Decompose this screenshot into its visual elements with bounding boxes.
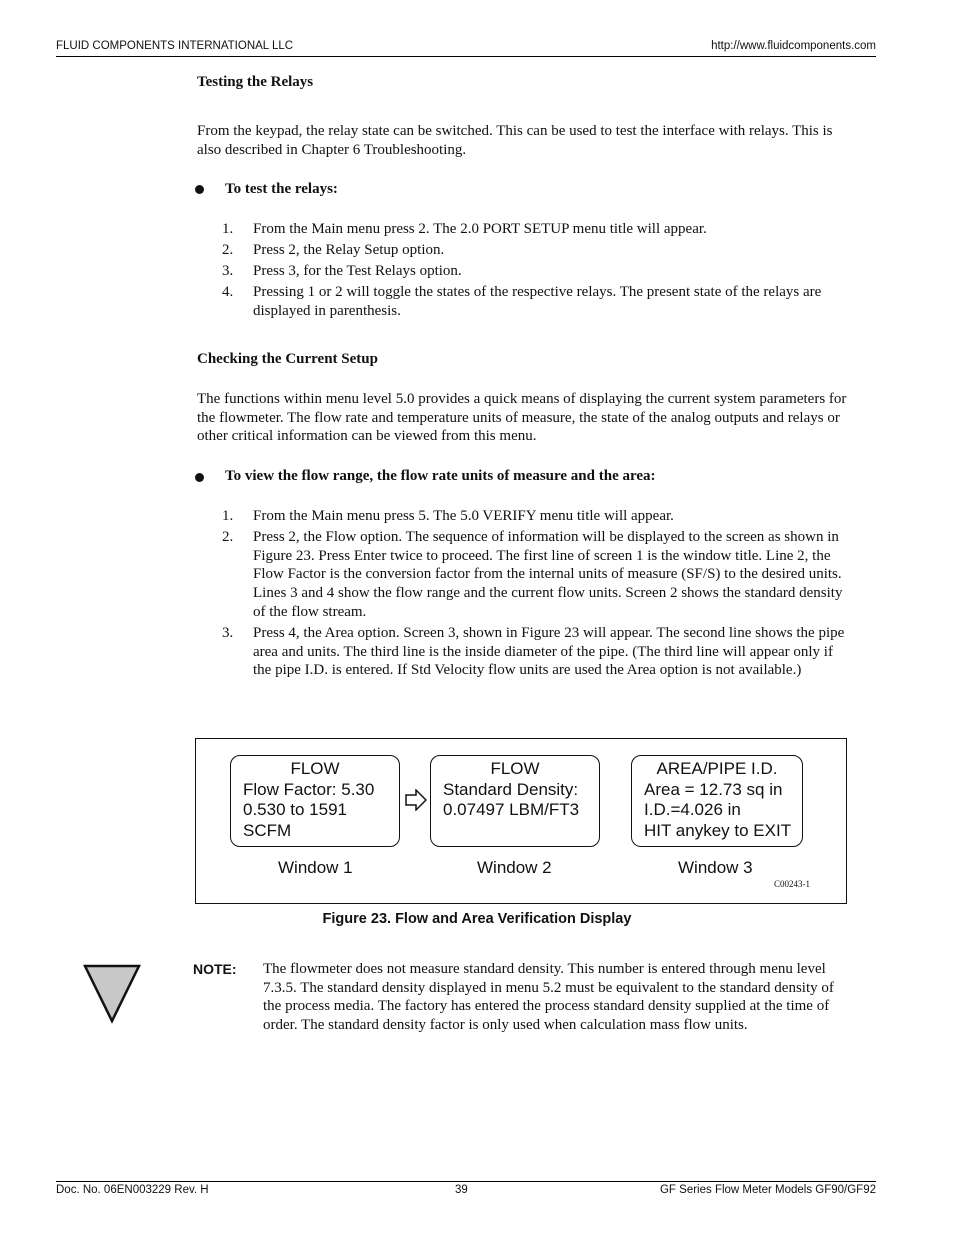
steps-list-view-flow <box>222 507 847 682</box>
bullet-heading-test-relays: To test the relays: <box>225 181 338 197</box>
step-number: 2. <box>222 529 234 545</box>
list-item <box>222 528 847 622</box>
step-number: 1. <box>222 221 234 237</box>
step-text: Press 2, the Relay Setup option. <box>253 242 445 258</box>
screen-line: HIT anykey to EXIT <box>644 820 792 840</box>
list-item <box>222 241 847 260</box>
list-item <box>222 262 847 281</box>
header-url[interactable]: http://www.fluidcomponents.com <box>711 40 876 52</box>
section-title-testing-relays: Testing the Relays <box>197 74 314 90</box>
bullet-icon <box>195 185 204 194</box>
step-text: Press 4, the Area option. Screen 3, shown in Figure 23 will appear. The second line shows the pipe area and units. The third line is the inside diameter of the pipe. (The third line will appear only if the pipe I.D. is entered. If Std Velocity flow units are used the Area option is not available.) <box>253 624 845 679</box>
screen-line: FLOW <box>490 759 540 778</box>
step-text: From the Main menu press 2. The 2.0 PORT SETUP menu title will appear. <box>253 221 707 237</box>
note-text: The flowmeter does not measure standard density. This number is entered through menu level 7.3.5. The standard density displayed in menu 5.2 must be equivalent to the standard density of the process media. The factory has entered the process standard density supplied at the time of order. The standard density factor is only used when calculation mass flow units. <box>263 961 834 1034</box>
screen-line: I.D.=4.026 in <box>644 800 741 819</box>
list-item <box>222 507 847 526</box>
screen-line: 0.530 to 1591 <box>243 800 347 819</box>
screen-line: FLOW <box>290 759 340 778</box>
step-text: Press 3, for the Test Relays option. <box>253 263 462 279</box>
footer-doc-number: Doc. No. 06EN003229 Rev. H <box>56 1184 209 1196</box>
warning-triangle-icon <box>83 964 141 1024</box>
footer-model: GF Series Flow Meter Models GF90/GF92 <box>659 1184 876 1196</box>
steps-list-test-relays <box>222 220 847 323</box>
window-label-1: Window 1 <box>278 858 353 877</box>
bullet-heading-view-flow-range: To view the flow range, the flow rate units of measure and the area: <box>225 468 656 484</box>
screen-line: SCFM <box>243 820 292 840</box>
figure-code: C00243-1 <box>774 879 810 889</box>
window-label-3: Window 3 <box>678 858 753 877</box>
figure-caption: Figure 23. Flow and Area Verification Display <box>322 911 632 927</box>
display-screen-window-1 <box>230 755 400 847</box>
list-item <box>222 283 847 320</box>
list-item <box>222 624 847 680</box>
step-text: Pressing 1 or 2 will toggle the states of the respective relays. The present state of the relays are displayed in parenthesis. <box>253 284 822 319</box>
bullet-icon <box>195 473 204 482</box>
step-number: 3. <box>222 624 234 641</box>
footer-page-number: 39 <box>455 1184 468 1196</box>
section-title-current-setup: Checking the Current Setup <box>197 351 378 367</box>
figure-23-frame <box>195 738 847 904</box>
header-company: FLUID COMPONENTS INTERNATIONAL LLC <box>56 40 294 52</box>
list-item <box>222 220 847 239</box>
footer-rule <box>56 1181 876 1182</box>
section-intro-current-setup: The functions within menu level 5.0 provides a quick means of displaying the current system parameters for the flowmeter. The flow rate and temperature units of measure, the state of the analog outputs and relays or other critical information can be viewed from this menu. <box>197 391 847 445</box>
right-arrow-icon <box>405 789 427 811</box>
step-number: 4. <box>222 284 234 300</box>
screen-line: 0.07497 LBM/FT3 <box>443 800 580 819</box>
display-screen-window-3 <box>631 755 803 847</box>
step-number: 3. <box>222 263 234 279</box>
screen-line: AREA/PIPE I.D. <box>656 759 778 778</box>
screen-line: Standard Density: <box>443 779 579 799</box>
display-screen-window-2 <box>430 755 600 847</box>
step-text: Press 2, the Flow option. The sequence of information will be displayed to the screen as shown in Figure 23. Press Enter twice to proceed. The first line of screen 1 is the window title. Line 2, the Flow Factor is the conversion factor from the internal units of measure (SF/S) to the desired units. Lines 3 and 4 show the flow range and the current flow units. Screen 2 shows the standard density of the flow stream. <box>253 529 843 620</box>
note-label: NOTE: <box>193 961 237 977</box>
step-text: From the Main menu press 5. The 5.0 VERIFY menu title will appear. <box>253 508 674 524</box>
window-label-2: Window 2 <box>477 858 552 877</box>
step-number: 1. <box>222 508 234 524</box>
section-intro-testing-relays: From the keypad, the relay state can be switched. This can be used to test the interface with relays. This is also described in Chapter 6 Troubleshooting. <box>197 123 833 158</box>
header-rule <box>56 56 876 57</box>
step-number: 2. <box>222 242 234 258</box>
screen-line: Flow Factor: 5.30 <box>243 779 375 799</box>
screen-line: Area = 12.73 sq in <box>644 779 783 799</box>
